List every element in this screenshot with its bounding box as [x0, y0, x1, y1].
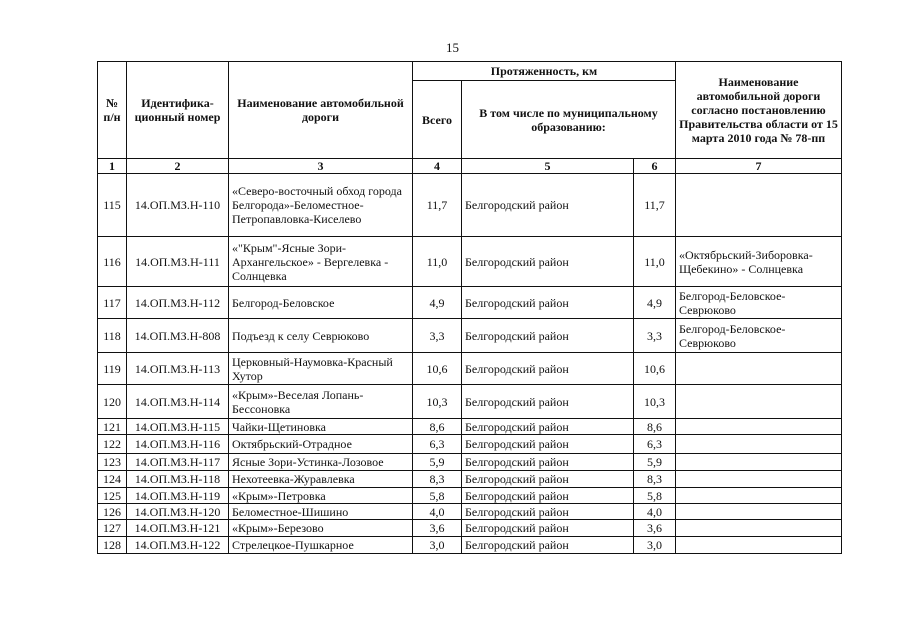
row-number: 123	[98, 454, 127, 471]
header-number: 2	[127, 159, 229, 174]
road-id: 14.ОП.МЗ.Н-116	[127, 435, 229, 454]
row-number: 120	[98, 385, 127, 419]
row-number: 115	[98, 174, 127, 237]
header-number: 6	[634, 159, 676, 174]
road-name: Октябрьский-Отрадное	[229, 435, 413, 454]
length-total: 5,9	[413, 454, 462, 471]
header-col-doc: Наименование автомобильной дороги согласно постановлению Правительства области от 15 марта 2010 года № 78-пп	[676, 62, 842, 159]
row-number: 124	[98, 471, 127, 488]
header-number: 3	[229, 159, 413, 174]
table-row	[98, 435, 842, 454]
road-id: 14.ОП.МЗ.Н-118	[127, 471, 229, 488]
road-name-by-decree	[676, 174, 842, 237]
length-municipality: 11,7	[634, 174, 676, 237]
header-number: 1	[98, 159, 127, 174]
row-number: 118	[98, 319, 127, 353]
length-municipality: 10,6	[634, 353, 676, 385]
length-municipality: 10,3	[634, 385, 676, 419]
road-name-by-decree: «Октябрьский-Зиборовка-Щебекино» - Солнцевка	[676, 237, 842, 287]
road-name: Чайки-Щетиновка	[229, 419, 413, 435]
header-col-total: Всего	[413, 81, 462, 159]
length-total: 10,3	[413, 385, 462, 419]
road-name: «Крым»-Петровка	[229, 488, 413, 504]
table-row	[98, 287, 842, 319]
table-row	[98, 504, 842, 520]
header-col-including: В том числе по муниципальному образованию:	[462, 81, 676, 159]
length-total: 8,6	[413, 419, 462, 435]
header-col-length: Протяженность, км	[413, 62, 676, 81]
length-total: 5,8	[413, 488, 462, 504]
header-col-id: Идентифика-ционный номер	[127, 62, 229, 159]
header-number: 4	[413, 159, 462, 174]
row-number: 119	[98, 353, 127, 385]
table-row	[98, 520, 842, 537]
road-id: 14.ОП.МЗ.Н-120	[127, 504, 229, 520]
length-municipality: 6,3	[634, 435, 676, 454]
road-name-by-decree	[676, 488, 842, 504]
table-row	[98, 419, 842, 435]
road-name: «Северо-восточный обход города Белгорода»-Беломестное-Петропавловка-Киселево	[229, 174, 413, 237]
road-name-by-decree	[676, 454, 842, 471]
road-name: Беломестное-Шишино	[229, 504, 413, 520]
road-name: Белгород-Беловское	[229, 287, 413, 319]
municipality: Белгородский район	[462, 385, 634, 419]
municipality: Белгородский район	[462, 319, 634, 353]
length-total: 3,0	[413, 537, 462, 554]
road-id: 14.ОП.МЗ.Н-112	[127, 287, 229, 319]
road-name-by-decree: Белгород-Беловское-Севрюково	[676, 287, 842, 319]
road-id: 14.ОП.МЗ.Н-111	[127, 237, 229, 287]
road-name: Церковный-Наумовка-Красный Хутор	[229, 353, 413, 385]
header-col-name: Наименование автомобильной дороги	[229, 62, 413, 159]
road-name: Ясные Зори-Устинка-Лозовое	[229, 454, 413, 471]
road-id: 14.ОП.МЗ.Н-808	[127, 319, 229, 353]
municipality: Белгородский район	[462, 237, 634, 287]
length-total: 10,6	[413, 353, 462, 385]
table-row	[98, 353, 842, 385]
municipality: Белгородский район	[462, 504, 634, 520]
length-total: 11,7	[413, 174, 462, 237]
length-total: 3,3	[413, 319, 462, 353]
municipality: Белгородский район	[462, 435, 634, 454]
length-municipality: 3,3	[634, 319, 676, 353]
length-municipality: 5,8	[634, 488, 676, 504]
municipality: Белгородский район	[462, 471, 634, 488]
road-name-by-decree	[676, 435, 842, 454]
header-number: 7	[676, 159, 842, 174]
road-name-by-decree	[676, 520, 842, 537]
road-name: «Крым»-Веселая Лопань-Бессоновка	[229, 385, 413, 419]
road-id: 14.ОП.МЗ.Н-117	[127, 454, 229, 471]
road-name: Нехотеевка-Журавлевка	[229, 471, 413, 488]
road-name-by-decree	[676, 537, 842, 554]
road-id: 14.ОП.МЗ.Н-122	[127, 537, 229, 554]
road-name-by-decree	[676, 471, 842, 488]
municipality: Белгородский район	[462, 488, 634, 504]
page-number: 15	[446, 40, 459, 55]
row-number: 117	[98, 287, 127, 319]
table-row	[98, 537, 842, 554]
road-name: «"Крым"-Ясные Зори-Архангельское» - Вергелевка - Солнцевка	[229, 237, 413, 287]
table-body	[98, 174, 842, 554]
length-municipality: 4,9	[634, 287, 676, 319]
table-row	[98, 319, 842, 353]
length-total: 3,6	[413, 520, 462, 537]
roads-table	[97, 61, 842, 554]
road-name-by-decree	[676, 419, 842, 435]
municipality: Белгородский район	[462, 174, 634, 237]
municipality: Белгородский район	[462, 454, 634, 471]
length-municipality: 11,0	[634, 237, 676, 287]
municipality: Белгородский район	[462, 353, 634, 385]
road-id: 14.ОП.МЗ.Н-110	[127, 174, 229, 237]
road-name-by-decree	[676, 385, 842, 419]
road-name-by-decree: Белгород-Беловское-Севрюково	[676, 319, 842, 353]
length-total: 6,3	[413, 435, 462, 454]
length-total: 8,3	[413, 471, 462, 488]
table-row	[98, 385, 842, 419]
road-id: 14.ОП.МЗ.Н-114	[127, 385, 229, 419]
length-municipality: 8,6	[634, 419, 676, 435]
table-row	[98, 488, 842, 504]
municipality: Белгородский район	[462, 537, 634, 554]
road-id: 14.ОП.МЗ.Н-113	[127, 353, 229, 385]
row-number: 116	[98, 237, 127, 287]
length-municipality: 3,0	[634, 537, 676, 554]
municipality: Белгородский район	[462, 520, 634, 537]
municipality: Белгородский район	[462, 287, 634, 319]
length-municipality: 4,0	[634, 504, 676, 520]
road-name-by-decree	[676, 353, 842, 385]
municipality: Белгородский район	[462, 419, 634, 435]
header-col-no: № п/н	[98, 62, 127, 159]
road-name: Подъезд к селу Севрюково	[229, 319, 413, 353]
table-header	[98, 62, 842, 174]
road-name: Стрелецкое-Пушкарное	[229, 537, 413, 554]
length-total: 4,9	[413, 287, 462, 319]
header-number: 5	[462, 159, 634, 174]
row-number: 126	[98, 504, 127, 520]
table-row	[98, 237, 842, 287]
road-name-by-decree	[676, 504, 842, 520]
road-name: «Крым»-Березово	[229, 520, 413, 537]
length-municipality: 5,9	[634, 454, 676, 471]
row-number: 121	[98, 419, 127, 435]
table-row	[98, 174, 842, 237]
length-municipality: 3,6	[634, 520, 676, 537]
row-number: 128	[98, 537, 127, 554]
road-id: 14.ОП.МЗ.Н-119	[127, 488, 229, 504]
length-total: 11,0	[413, 237, 462, 287]
table-row	[98, 471, 842, 488]
row-number: 125	[98, 488, 127, 504]
row-number: 127	[98, 520, 127, 537]
row-number: 122	[98, 435, 127, 454]
table-row	[98, 454, 842, 471]
length-total: 4,0	[413, 504, 462, 520]
road-id: 14.ОП.МЗ.Н-121	[127, 520, 229, 537]
road-id: 14.ОП.МЗ.Н-115	[127, 419, 229, 435]
length-municipality: 8,3	[634, 471, 676, 488]
